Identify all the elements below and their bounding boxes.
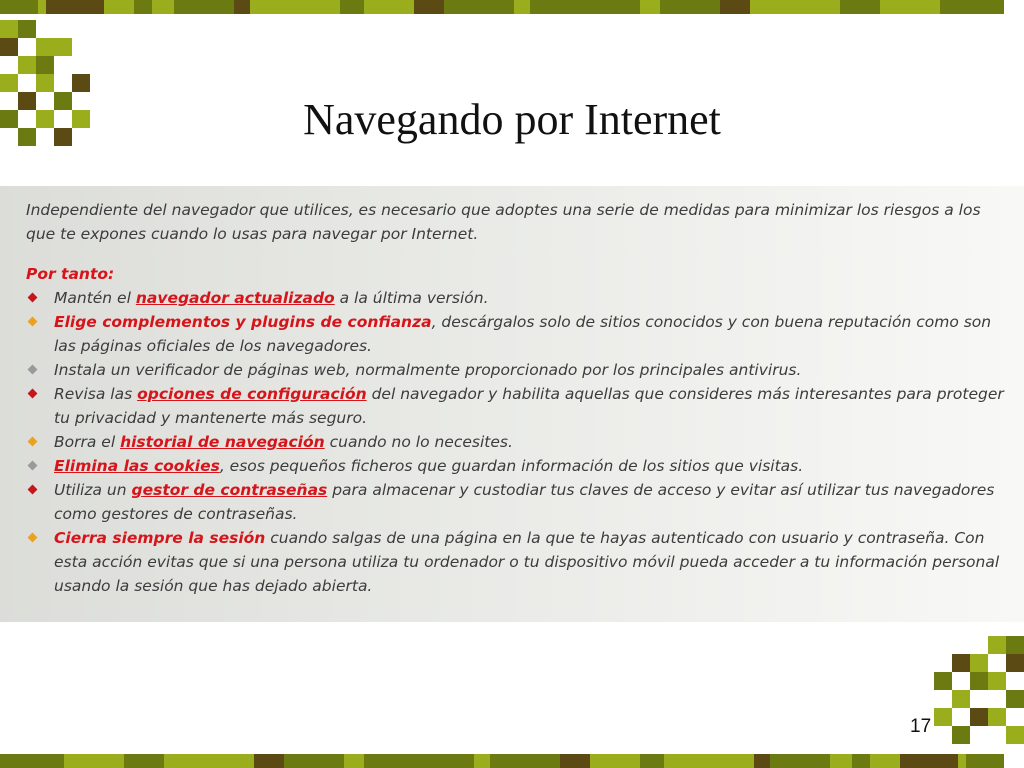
- item-text: del navegador y habilita aquellas que consideres más interesantes para proteger tu privacidad y mantenerte más seguro.: [54, 385, 1004, 427]
- list-item: [26, 526, 1004, 598]
- item-text: Borra el: [54, 433, 121, 451]
- item-highlight: Elige complementos y plugins de confianza: [54, 313, 432, 331]
- list-item: [26, 382, 1004, 430]
- measures-list: [26, 286, 1004, 598]
- diamond-bullet-icon: [28, 485, 38, 495]
- item-text: Utiliza un: [54, 481, 132, 499]
- decorative-squares-bottom-right: [920, 632, 1024, 750]
- item-text: , descárgalos solo de sitios conocidos y con buena reputación como son las páginas oficiales de los navegadores.: [54, 313, 992, 355]
- item-text: Instala un verificador de páginas web, normalmente proporcionado por los principales antivirus.: [54, 361, 802, 379]
- diamond-bullet-icon: [28, 317, 38, 327]
- diamond-bullet-icon: [28, 389, 38, 399]
- list-item: [26, 454, 1004, 478]
- intro-paragraph: Independiente del navegador que utilices, es necesario que adoptes una serie de medidas para minimizar los riesgos a los que te expones cuando lo usas para navegar por Internet.: [26, 201, 981, 243]
- item-text: para almacenar y custodiar tus claves de acceso y evitar así utilizar tus navegadores como gestores de contraseñas.: [54, 481, 995, 523]
- content-panel: [0, 186, 1024, 622]
- item-link[interactable]: historial de navegación: [120, 433, 325, 451]
- top-decorative-stripe: [0, 0, 1024, 14]
- list-item: [26, 310, 1004, 358]
- page-number: 17: [910, 716, 932, 737]
- diamond-bullet-icon: [28, 365, 38, 375]
- item-text: Mantén el: [54, 289, 136, 307]
- list-item: [26, 358, 1004, 382]
- diamond-bullet-icon: [28, 533, 38, 543]
- item-link[interactable]: Elimina las cookies: [54, 457, 220, 475]
- item-text: a la última versión.: [334, 289, 489, 307]
- item-text: cuando salgas de una página en la que te hayas autenticado con usuario y contraseña. Con esta acción evitas que si una persona utiliza tu ordenador o tu dispositivo móvil pueda acceder a tu información personal usando la sesión que has dejado abierta.: [54, 529, 1000, 595]
- item-highlight: Cierra siempre la sesión: [54, 529, 266, 547]
- diamond-bullet-icon: [28, 461, 38, 471]
- item-link[interactable]: navegador actualizado: [135, 289, 335, 307]
- bottom-decorative-stripe: [0, 754, 1024, 768]
- slide-title: Navegando por Internet: [303, 95, 721, 144]
- item-text: cuando no lo necesites.: [324, 433, 513, 451]
- item-text: , esos pequeños ficheros que guardan información de los sitios que visitas.: [219, 457, 804, 475]
- list-item: [26, 430, 1004, 454]
- lead-text: Por tanto:: [26, 265, 115, 283]
- item-link[interactable]: gestor de contraseñas: [131, 481, 328, 499]
- diamond-bullet-icon: [28, 293, 38, 303]
- item-text: Revisa las: [54, 385, 138, 403]
- diamond-bullet-icon: [28, 437, 38, 447]
- list-item: [26, 286, 1004, 310]
- item-link[interactable]: opciones de configuración: [137, 385, 367, 403]
- list-item: [26, 478, 1004, 526]
